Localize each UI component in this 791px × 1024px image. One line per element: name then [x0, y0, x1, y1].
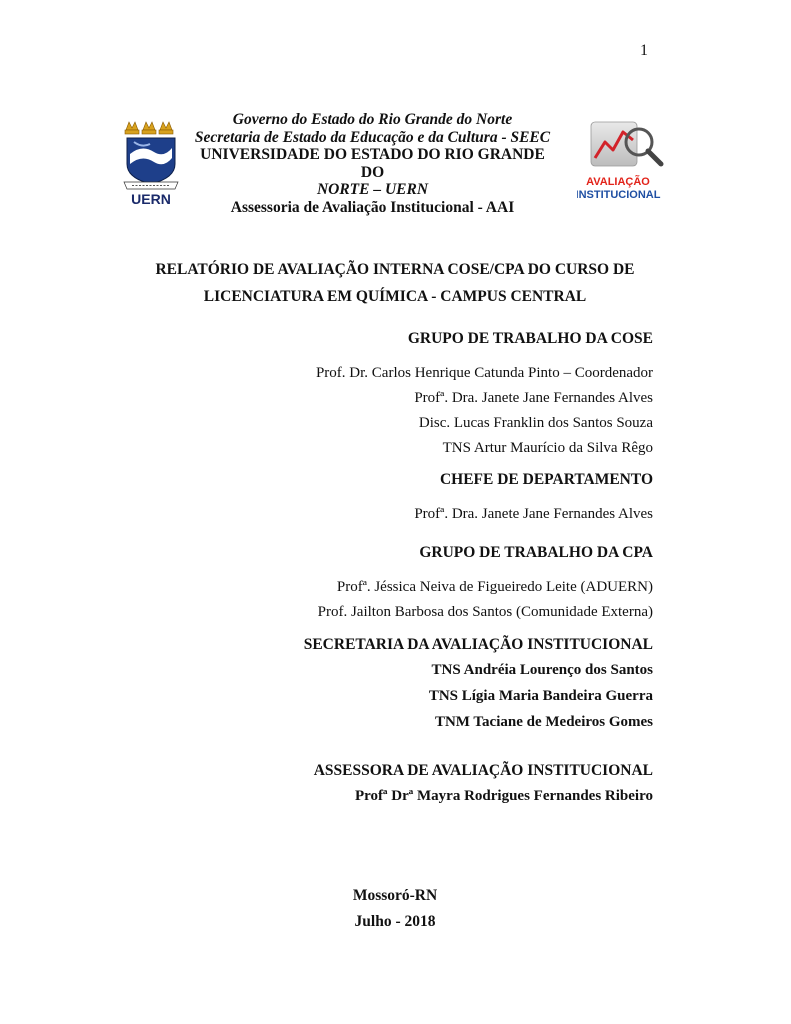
cose-member: Profª. Dra. Janete Jane Fernandes Alves [414, 390, 653, 406]
header-line-norte-uern: NORTE – UERN [316, 181, 429, 198]
report-title [150, 256, 640, 310]
cose-member: Prof. Dr. Carlos Henrique Catunda Pinto – Coordenador [315, 365, 653, 381]
cpa-heading: GRUPO DE TRABALHO DA CPA [419, 544, 653, 561]
institution-header [190, 111, 555, 216]
cose-heading: GRUPO DE TRABALHO DA COSE [407, 330, 653, 347]
assessora-heading: ASSESSORA DE AVALIAÇÃO INSTITUCIONAL [313, 762, 653, 779]
footer-city: Mossoró-RN [352, 887, 438, 904]
header-line-governo: Governo do Estado do Rio Grande do Norte [232, 111, 513, 128]
cpa-member: Profª. Jéssica Neiva de Figueiredo Leite (ADUERN) [336, 579, 653, 595]
cose-member: TNS Artur Maurício da Silva Rêgo [442, 440, 653, 456]
assessora-member: Profª Drª Mayra Rodrigues Fernandes Ribeiro [355, 788, 653, 804]
secretaria-member: TNS Andréia Lourenço dos Santos [431, 662, 653, 678]
header-line-secretaria: Secretaria de Estado da Educação e da Cultura - SEEC [194, 128, 551, 146]
footer-date: Julho - 2018 [354, 913, 436, 930]
chefe-member: Profª. Dra. Janete Jane Fernandes Alves [414, 506, 653, 522]
cose-member: Disc. Lucas Franklin dos Santos Souza [418, 415, 653, 431]
aval-logo-line1: AVALIAÇÃO [586, 176, 650, 188]
aval-logo-line2: INSTITUCIONAL [577, 189, 661, 201]
uern-logo-text: UERN [131, 191, 171, 206]
uern-crest-logo [120, 118, 182, 206]
report-title-line2: LICENCIATURA EM QUÍMICA - CAMPUS CENTRAL [203, 288, 587, 305]
report-title-line1: RELATÓRIO DE AVALIAÇÃO INTERNA COSE/CPA DO CURSO DE [155, 261, 635, 278]
header-line-assessoria: Assessoria de Avaliação Institucional - AAI [230, 198, 515, 216]
chefe-heading: CHEFE DE DEPARTAMENTO [439, 471, 653, 488]
cpa-member: Prof. Jailton Barbosa dos Santos (Comunidade Externa) [317, 604, 653, 620]
header-line-universidade: UNIVERSIDADE DO ESTADO DO RIO GRANDE DO [200, 146, 545, 181]
secretaria-member: TNM Taciane de Medeiros Gomes [434, 714, 653, 730]
avaliacao-institucional-logo [577, 118, 677, 204]
secretaria-member: TNS Lígia Maria Bandeira Guerra [428, 688, 653, 704]
secretaria-heading: SECRETARIA DA AVALIAÇÃO INSTITUCIONAL [303, 636, 653, 653]
page-number: 1 [640, 42, 648, 59]
